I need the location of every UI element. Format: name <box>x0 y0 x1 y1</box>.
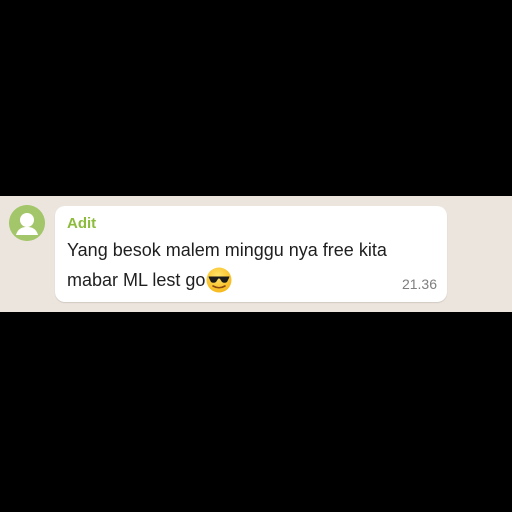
avatar[interactable] <box>9 205 45 241</box>
default-avatar-icon <box>9 205 45 241</box>
message-text <box>67 235 417 295</box>
message-body: Yang besok malem minggu nya free kita mabar ML lest go <box>67 240 387 290</box>
sunglasses-emoji-icon <box>206 267 232 293</box>
message-time: 21.36 <box>401 276 437 292</box>
sender-name[interactable]: Adit <box>67 215 97 232</box>
chat-area <box>0 196 512 312</box>
message-bubble[interactable] <box>55 206 447 302</box>
